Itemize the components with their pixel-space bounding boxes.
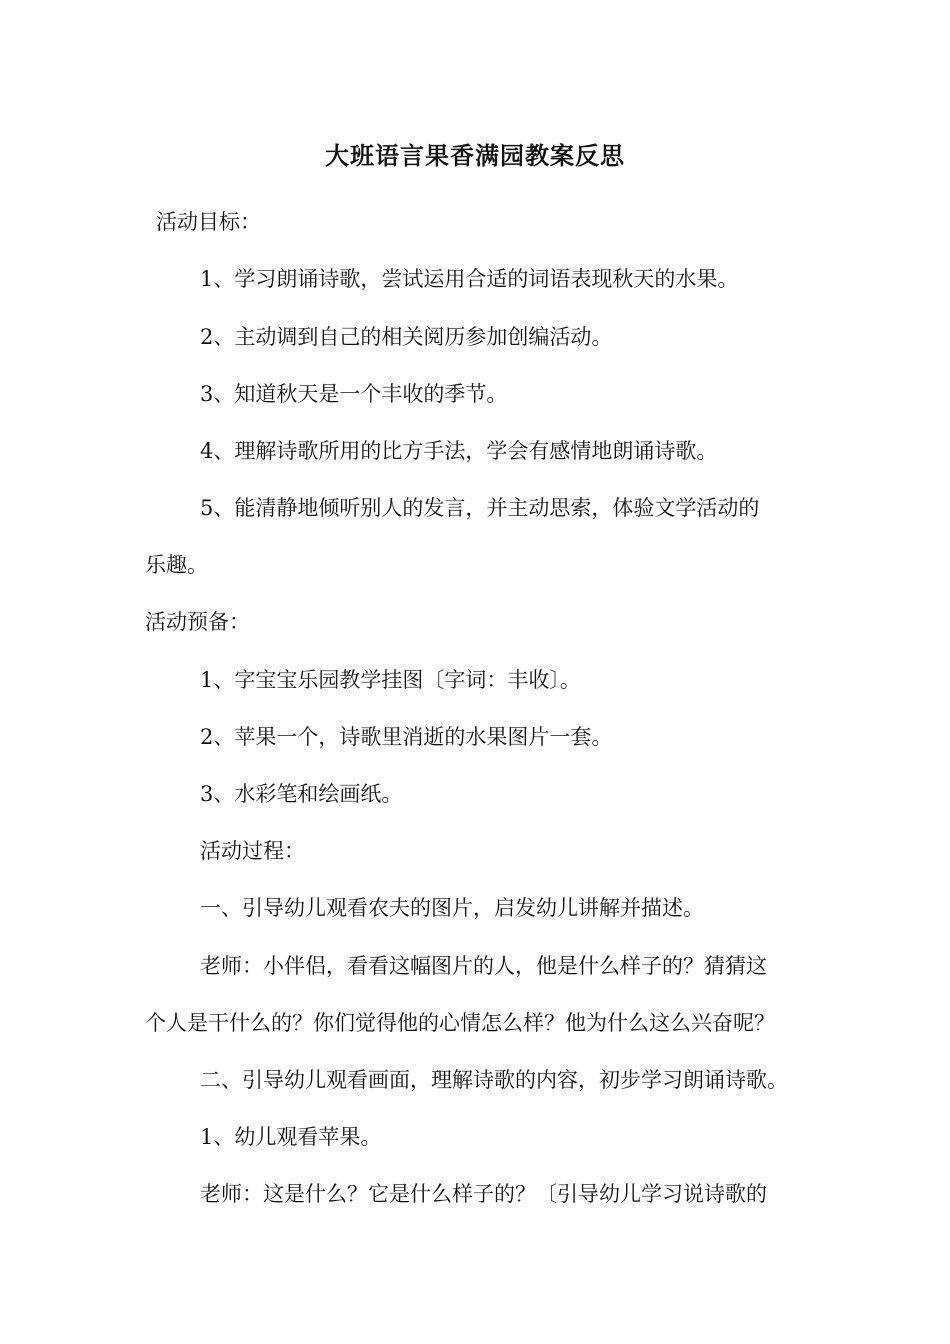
- paragraph-line: 老师：这是什么？它是什么样子的？〔引导幼儿学习说诗歌的: [200, 1182, 767, 1206]
- paragraph-line: 老师：小伴侣，看看这幅图片的人，他是什么样子的？猜猜这: [200, 954, 767, 978]
- paragraph-line: 1、字宝宝乐园教学挂图〔字词：丰收〕。: [200, 668, 581, 692]
- section-heading-objectives: 活动目标：: [156, 210, 261, 234]
- paragraph-line: 4、理解诗歌所用的比方手法，学会有感情地朗诵诗歌。: [200, 439, 718, 463]
- paragraph-line: 1、幼儿观看苹果。: [200, 1125, 382, 1149]
- paragraph-line: 个人是干什么的？你们觉得他的心情怎么样？他为什么这么兴奋呢？: [145, 1011, 775, 1035]
- paragraph-line: 5、能清静地倾听别人的发言，并主动思索，体验文学活动的: [200, 496, 760, 520]
- paragraph-line: 3、知道秋天是一个丰收的季节。: [200, 382, 508, 406]
- section-heading-preparation: 活动预备：: [145, 610, 250, 634]
- paragraph-line: 2、主动调到自己的相关阅历参加创编活动。: [200, 325, 613, 349]
- paragraph-line: 1、学习朗诵诗歌，尝试运用合适的词语表现秋天的水果。: [200, 267, 739, 291]
- paragraph-line: 一、引导幼儿观看农夫的图片，启发幼儿讲解并描述。: [200, 896, 704, 920]
- section-heading-process: 活动过程：: [200, 839, 305, 863]
- paragraph-line: 二、引导幼儿观看画面，理解诗歌的内容，初步学习朗诵诗歌。: [200, 1068, 788, 1092]
- document-title: 大班语言果香满园教案反思: [325, 141, 625, 170]
- paragraph-line: 3、水彩笔和绘画纸。: [200, 782, 403, 806]
- paragraph-line: 乐趣。: [145, 553, 208, 577]
- paragraph-line: 2、苹果一个，诗歌里消逝的水果图片一套。: [200, 725, 613, 749]
